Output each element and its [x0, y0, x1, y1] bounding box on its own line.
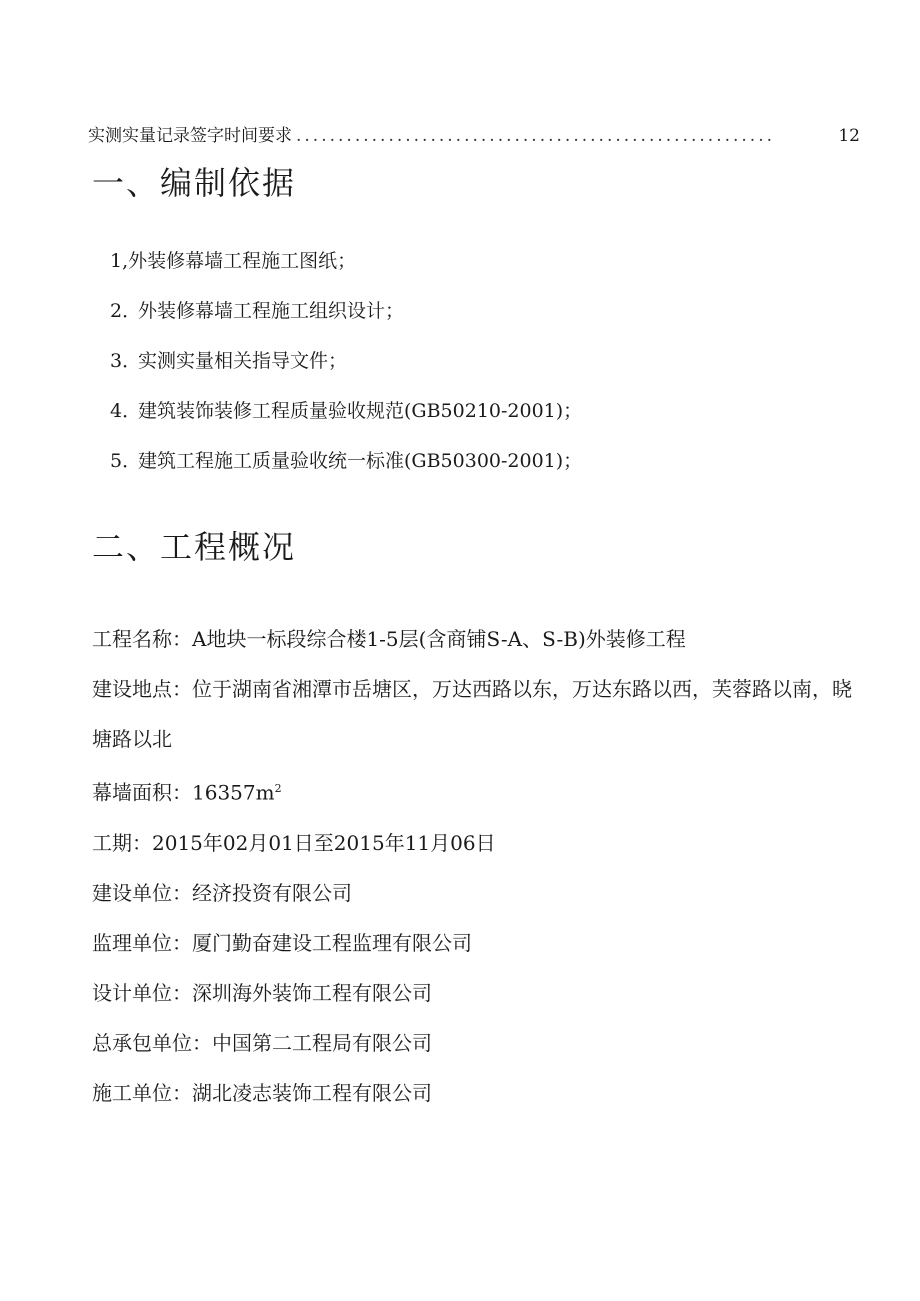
list-item-text: 建筑装饰装修工程质量验收规范(GB50210-2001)；	[138, 400, 583, 422]
design-unit: 设计单位：深圳海外装饰工程有限公司	[92, 980, 432, 1005]
list-item-number: 3．	[110, 350, 142, 372]
area-text: 幕墙面积：16357m	[92, 780, 275, 805]
project-location: 建设地点：位于湖南省湘潭市岳塘区，万达西路以东，万达东路以西，芙蓉路以南，晓塘路以北	[92, 677, 852, 751]
list-item-text: 建筑工程施工质量验收统一标准(GB50300-2001)；	[138, 450, 583, 472]
construction-period: 工期：2015年02月01日至2015年11月06日	[92, 830, 496, 855]
list-item-number: 1,	[110, 250, 129, 272]
list-item	[110, 399, 582, 423]
list-item-number: 2．	[110, 300, 142, 322]
list-item-text: 实测实量相关指导文件；	[138, 350, 348, 372]
owner-unit: 建设单位：经济投资有限公司	[92, 880, 352, 905]
section-heading-overview: 二、工程概况	[92, 528, 297, 566]
project-name: 工程名称：A地块一标段综合楼1-5层(含商铺S-A、S-B)外装修工程	[92, 627, 686, 651]
list-item-number: 5．	[110, 450, 142, 472]
toc-entry[interactable]	[88, 124, 860, 148]
area-unit-superscript: 2	[274, 782, 282, 795]
curtain-wall-area	[92, 764, 852, 818]
list-item	[110, 299, 582, 323]
basis-list	[110, 249, 582, 499]
toc-page-number: 12	[838, 126, 860, 146]
list-item-number: 4．	[110, 400, 142, 422]
toc-leader-dots: .........................................................	[296, 126, 776, 146]
project-overview	[92, 614, 852, 1118]
construction-unit: 施工单位：湖北凌志装饰工程有限公司	[92, 1080, 432, 1105]
section-heading-basis: 一、编制依据	[92, 164, 297, 202]
list-item	[110, 449, 582, 473]
supervision-unit: 监理单位：厦门勤奋建设工程监理有限公司	[92, 930, 472, 955]
list-item	[110, 249, 582, 273]
list-item-text: 外装修幕墙工程施工图纸；	[128, 250, 357, 272]
general-contractor-unit: 总承包单位：中国第二工程局有限公司	[92, 1030, 432, 1055]
toc-entry-text: 实测实量记录签字时间要求	[88, 126, 292, 146]
list-item	[110, 349, 582, 373]
list-item-text: 外装修幕墙工程施工组织设计；	[138, 300, 405, 322]
